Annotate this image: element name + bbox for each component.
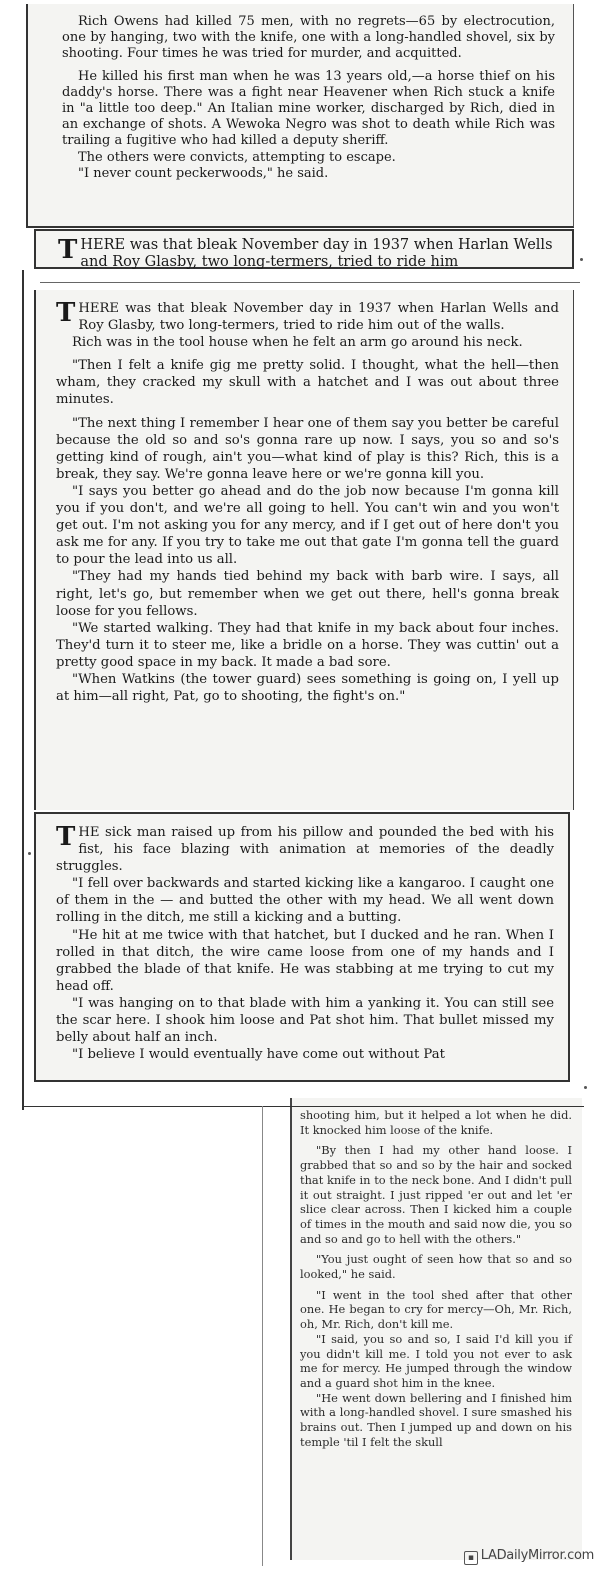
scan-rule-divider [262, 1106, 263, 1566]
continuation-paragraph-6: "He went down bellering and I finished him with a long-handled shovel. I sure smashed his brains out. Then I jumped up and down on his temple 'til I felt the skull [300, 1390, 572, 1449]
clipping-escape-story [34, 290, 574, 810]
story-paragraph-8: "When Watkins (the tower guard) sees something is going on, I yell up at him—all right, Pat, go to shooting, the fight's on." [56, 671, 559, 705]
story-paragraph-1: THERE was that bleak November day in 1937 when Harlan Wells and Roy Glasby, two long-termers, tried to ride him out of the walls. [56, 298, 559, 334]
struggle-paragraph-5: "I believe I would eventually have come out without Pat [72, 1047, 445, 1063]
struggle-paragraph-4: "I was hanging on to that blade with him a yanking it. You can still see the scar here. I shook him loose and Pat shot him. That bullet missed my belly about half an inch. [56, 995, 554, 1046]
intro-paragraph-2: He killed his first man when he was 13 years old,—a horse thief on his daddy's horse. There was a fight near Heavener when Rich stuck a knife in "a little too deep." An Italian mine worker, discharged by Rich, died in an exchange of shots. A Wewoka Negro was shot to death while Rich was trailing a fugitive who had killed a deputy sheriff. [62, 68, 555, 149]
continuation-paragraph-1: shooting him, but it helped a lot when he did. It knocked him loose of the knife. [300, 1108, 572, 1137]
intro-paragraph-3: The others were convicts, attempting to escape. [78, 149, 396, 165]
struggle-paragraph-1: THE sick man raised up from his pillow and pounded the bed with his fist, his face blazing with animation at memories of the deadly struggles. [56, 822, 554, 875]
scan-rule-top [40, 282, 580, 283]
struggle-paragraph-2: "I fell over backwards and started kicking like a kangaroo. I caught one of them in the — and butted the other with my head. We all went down rolling in the ditch, me still a kicking and a butting. [56, 876, 554, 926]
scan-rule-bottom [22, 1106, 584, 1107]
continuation-paragraph-4: "I went in the tool shed after that other one. He began to cry for mercy—Oh, Mr. Rich, oh, Mr. Rich, don't kill me. [300, 1287, 572, 1332]
intro-paragraph-1: Rich Owens had killed 75 men, with no regrets—65 by electrocution, one by hanging, two with the knife, one with a long-handled shovel, six by shooting. Four times he was tried for murder, and acquitted. [62, 14, 555, 62]
scan-speck [584, 1086, 587, 1089]
scan-speck [580, 258, 583, 261]
struggle-paragraph-3: "He hit at me twice with that hatchet, but I ducked and he ran. When I rolled in that ditch, the wire came loose from one of my hands and I grabbed the blade of that knife. He was stabbing at me trying to cut my head off. [56, 927, 554, 994]
scan-speck [28, 852, 31, 855]
intro-paragraph-4: "I never count peckerwoods," he said. [78, 165, 329, 181]
leadin-text: THERE was that bleak November day in 1937 when Harlan Wells and Roy Glasby, two long-termers, tried to ride him [58, 235, 553, 270]
watermark-text: LADailyMirror.com [480, 1548, 594, 1563]
story-paragraph-5: "I says you better go ahead and do the job now because I'm gonna kill you if you don't, and we're all going to hell. You can't win and you won't get out. I'm not asking you for any mercy, and if I get out of here don't you ask me for any. If you try to take me out that gate I'm gonna tell the guard to pour the lead into us all. [56, 483, 559, 568]
clipping-leadin-strip [34, 229, 574, 269]
clipping-continuation [290, 1098, 582, 1560]
story-paragraph-7: "We started walking. They had that knife in my back about four inches. They'd turn it to steer me, like a bridle on a horse. They was cuttin' out a pretty good space in my back. It made a bad sore. [56, 620, 559, 670]
continuation-paragraph-2: "By then I had my other hand loose. I grabbed that so and so by the hair and socked that knife in to the neck bone. And I didn't pull it out straight. I just ripped 'er out and let 'er slice clear across. Then I kicked him a couple of times in the mouth and said now die, you so and so and go to hell with the others." [300, 1143, 572, 1246]
clipping-intro [26, 4, 574, 228]
story-paragraph-2: Rich was in the tool house when he felt an arm go around his neck. [72, 335, 523, 351]
continuation-paragraph-5: "I said, you so and so, I said I'd kill you if you didn't kill me. I told you not ever to ask me for mercy. He jumped through the window and a guard shot him in the knee. [300, 1331, 572, 1390]
story-paragraph-6: "They had my hands tied behind my back with barb wire. I says, all right, let's go, but remember when we get out there, hell's gonna break loose for you fellows. [56, 569, 559, 619]
site-watermark [464, 1548, 594, 1565]
story-paragraph-3: "Then I felt a knife gig me pretty solid. I thought, what the hell—then wham, they cracked my skull with a hatchet and I was out about three minutes. [56, 358, 559, 408]
scan-rule-left [22, 270, 24, 1110]
watermark-badge-icon: ▪ [464, 1551, 478, 1565]
continuation-paragraph-3: "You just ought of seen how that so and so looked," he said. [300, 1252, 572, 1282]
clipping-struggle [34, 812, 570, 1082]
story-paragraph-4: "The next thing I remember I hear one of them say you better be careful because the old so and so's gonna rare up now. I says, you so and so's getting kind of rough, ain't you—what kind of play is this? Rich, this is a break, they say. We're gonna leave here or we're gonna kill you. [56, 415, 559, 482]
